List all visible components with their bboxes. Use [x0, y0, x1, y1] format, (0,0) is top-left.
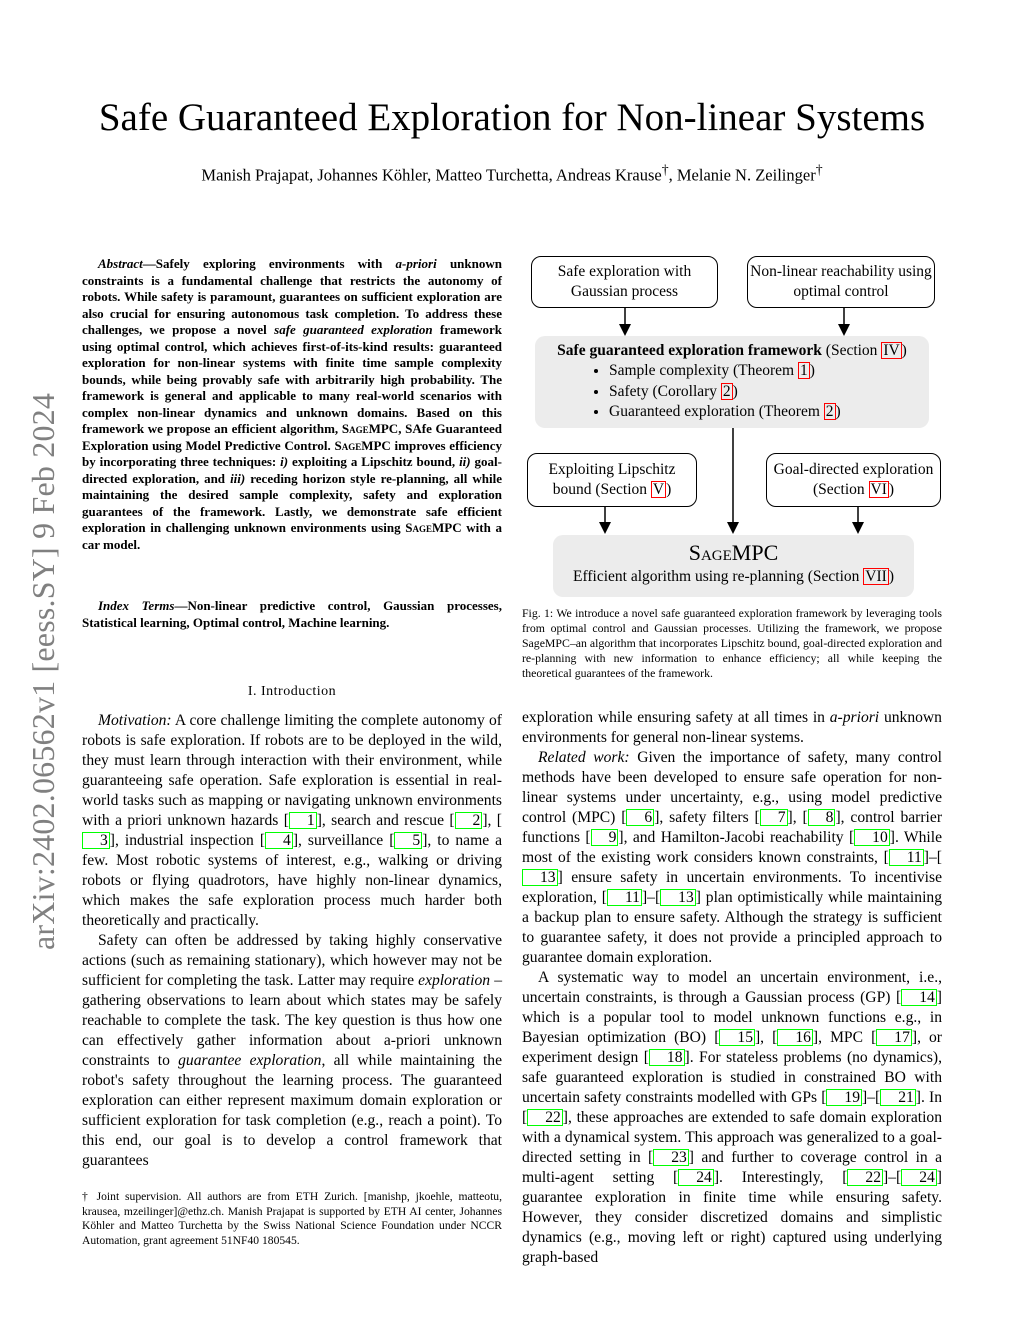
body-text: which is a popular tool to model unknown functions e.g., in Bayesian optimization (BO) [522, 1009, 942, 1046]
citation-link[interactable]: 11 [889, 849, 924, 866]
body-text: . In [921, 1089, 942, 1106]
sagempc-box: SageMPC Efficient algorithm using re-planning (Section VII ) [553, 535, 914, 597]
body-text: , and Hamilton-Jacobi reachability [623, 829, 849, 846]
body-text: . For stateless problems (no dynamics), safe guaranteed exploration is studied in constrained BO with uncertain safety constraints modelled with GPs [522, 1049, 942, 1106]
citation-link[interactable]: 13 [522, 869, 558, 886]
range-dash: – [647, 889, 655, 906]
index-terms [82, 598, 502, 631]
body-text: , industrial inspection [115, 832, 260, 849]
figure-caption: Fig. 1: We introduce a novel safe guaranteed exploration framework by leveraging tools from optimal control and Gaussian processes. Utilizing the framework, we propose SageMPC–an algorithm that incorporates Lipschitz bound, goal-directed exploration and re-planning with new information to enhance efficiency; all while keeping the theoretical guarantees of the framework. [522, 606, 942, 680]
paragraph-label: Motivation: [98, 712, 172, 729]
emphasis-text: a-priori [829, 709, 880, 726]
bullet-item: • Safety (Corollary 2 ) [609, 382, 929, 403]
body-text: Given the importance of safety, many control methods have been developed to ensure safe operation for non-linear systems under uncertainty, e.g., using model predictive control (MPC) [522, 749, 943, 826]
citation-link[interactable]: 8 [808, 809, 836, 826]
citation-link[interactable]: 1 [289, 812, 317, 829]
abstract-text: with a car model. [82, 520, 502, 552]
abstract [82, 256, 502, 553]
box-label: Non-linear reachability using optimal control [750, 263, 932, 300]
body-text: ensure safety in uncertain environments. To incentivise exploration, [522, 869, 942, 906]
body-text: , [487, 812, 497, 829]
index-terms-label: Index Terms [98, 598, 175, 613]
body-text: . While most of the existing work considers known constraints, [522, 829, 943, 866]
bullet-text: Sample complexity (Theorem [609, 362, 798, 379]
theorem-link[interactable]: 2 [825, 403, 834, 420]
abstract-text: —Safely exploring environments with [142, 256, 396, 271]
enum-marker: ii) [459, 454, 471, 469]
body-text: Safety can often be addressed by taking highly conservative actions (such as remaining stationary), which however may not be sufficient for completing the task. Latter may require [82, 932, 502, 989]
authors-part2: , Melanie N. Zeilinger [668, 165, 816, 185]
abstract-text: , SAfe Guaranteed Exploration using Model Predictive Control. [82, 421, 502, 453]
framework-box: Safe guaranteed exploration framework (Section IV ) • Sample complexity (Theorem 1 ) • Safety (Corollary 2 ) • Guaranteed exploration (Theorem 2 ) [535, 336, 929, 428]
citation-link[interactable]: 7 [760, 809, 788, 826]
paper-title: Safe Guaranteed Exploration for Non-linear Systems [98, 96, 926, 139]
citation-link[interactable]: 9 [591, 829, 619, 846]
body-text: plan optimistically while maintaining a backup plan to ensure safety. Although the strategy is sufficient to guarantee safety, it does not provide a principled approach to guarantee domain exploration. [522, 889, 942, 966]
body-text: and further to coverage control in a multi-agent setting [522, 1149, 942, 1186]
citation-link[interactable]: 13 [660, 889, 696, 906]
index-terms-text: —Non-linear predictive control, Gaussian processes, Statistical learning, Optimal control, Machine learning. [82, 598, 502, 630]
body-text: exploration while ensuring safety at all times in [522, 709, 830, 726]
enum-marker: i) [280, 454, 289, 469]
emphasis-text: exploration [418, 972, 491, 989]
box-label: Safe exploration with Gaussian process [557, 263, 692, 300]
right-column-body: exploration while ensuring safety at all times in a-priori unknown environments for general non-linear systems. Related work: Given the importance of safety, many control methods have been developed to ensure safe operation for non-linear systems under uncertainty, e.g., using model predictive control (MPC) [ 6 ], safety filters [ 7 ], [ 8 ], control barrier functions [ 9 ], and Hamilton-Jacobi reachability [ 10 ]. While most of the existing work considers known constraints, [ 11 ]–[13 ] ensure safety in uncertain environments. To incentivise exploration, [ 11 ]–[ 13 ] plan optimistically while maintaining a backup plan to ensure safety. Although the strategy is sufficient to guarantee safety, it does not provide a principled approach to guarantee domain exploration. A systematic way to model an uncertain environment, i.e., uncertain constraints, is through a Gaussian process (GP) [ 14 ] which is a popular tool to model unknown functions e.g., in Bayesian optimization (BO) [ 15 ], [ 16 ], MPC [ 17 ], or experiment design [ 18 ]. For stateless problems (no dynamics), safe guaranteed exploration is studied in constrained BO with uncertain safety constraints modelled with GPs [ 19 ]–[ 21 ]. In [ 22 ], these approaches are extended to safe domain exploration with a dynamical system. This approach was generalized to a goal-directed setting in [ 23 ] and further to coverage control in a multi-agent setting [ 24 ]. Interestingly, [ 22 ]–[ 24 ] guarantee exploration in finite time while ensuring safety. However, they consider discretized domains and simplistic dynamics (e.g., moving left or right) captured using underlying graph-based [522, 709, 943, 1266]
body-text: , these approaches are extended to safe domain exploration with a dynamical system. This approach was generalized to a goal-directed setting in [522, 1109, 942, 1166]
citation-link[interactable]: 24 [901, 1169, 937, 1186]
body-text: – gathering observations to learn about which states may be safely reachable to complete the task. The key question is thus how one can effectively gather information about a-priori unknown constraints to [82, 972, 502, 1069]
introduction-body: Motivation: A core challenge limiting the complete autonomy of robots is safe exploration. If robots are to be deployed in the wild, they must learn through interaction with their environment, while guaranteeing safe operation. Safe exploration is essential in real-world tasks such as mapping or navigating unknown environments with a priori unknown hazards [ 1 ], search and rescue [ 2 ], [3 ], industrial inspection [ 4 ], surveillance [ 5 ], to name a few. Most robotic systems of interest, e.g., walking or driving robots or flying quadrotors, have highly non-linear dynamics, which makes the safe exploration process much harder both theoretically and practically. Safety can often be addressed by taking highly conservative actions (such as remaining stationary), which however may not be sufficient for completing the task. Latter may require exploration – gathering observations to learn about which states may be safely reachable to complete the task. The key question is thus how one can effectively gather information about a-priori unknown constraints to guarantee exploration, all while maintaining the robot's safety throughout the learning process. The guaranteed exploration can either represent maximum domain exploration or sufficient exploration for task completion (e.g., reach a point). To this end, our goal is to develop a control framework that guarantees [82, 712, 503, 1169]
algorithm-name: SageMPC [405, 520, 462, 535]
body-text: unknown environments for general non-linear systems. [522, 709, 942, 746]
range-dash: – [929, 849, 937, 866]
body-text: A systematic way to model an uncertain environment, i.e., uncertain constraints, is through a Gaussian process (GP) [522, 969, 942, 1006]
citation-link[interactable]: 5 [394, 832, 422, 849]
abstract-text: exploiting a Lipschitz bound, [288, 454, 460, 469]
citation-link[interactable]: 21 [880, 1089, 916, 1106]
paragraph-label: Related work: [538, 749, 630, 766]
body-text: , safety filters [659, 809, 755, 826]
abstract-text: receding horizon style re-planning, all while maintaining the desired sample complexity, safety and exploration guarantees of the framework. Lastly, we demonstrate safe efficient exploration in challenging unknown environments using [82, 470, 502, 535]
lipschitz-box: Exploiting Lipschitz bound (Section V ) [527, 453, 697, 507]
sagempc-subtitle: Efficient algorithm using re-planning (Section [573, 568, 864, 585]
bullet-item: • Guaranteed exploration (Theorem 2 ) [609, 402, 929, 423]
emphasis-text: guarantee exploration [178, 1052, 322, 1069]
abstract-italic: a-priori [395, 256, 437, 271]
citation-link[interactable]: 19 [826, 1089, 862, 1106]
sagempc-title: SageMPC [688, 540, 779, 565]
section-link[interactable]: V [652, 481, 665, 498]
citation-link[interactable]: 11 [607, 889, 642, 906]
body-text: , surveillance [298, 832, 390, 849]
enum-marker: iii) [230, 470, 246, 486]
bullet-text: Safety (Corollary [609, 382, 721, 400]
theorem-link[interactable]: 1 [799, 362, 808, 379]
citation-link[interactable]: 2 [455, 812, 483, 829]
citation-link[interactable]: 3 [82, 832, 110, 849]
framework-bullets [535, 361, 929, 423]
abstract-label: Abstract [98, 256, 143, 271]
abstract-italic: safe guaranteed exploration [274, 322, 433, 337]
bullet-item: • Sample complexity (Theorem 1 ) [609, 361, 929, 382]
body-text: , or experiment design [522, 1029, 942, 1066]
body-text: A core challenge limiting the complete autonomy of robots is safe exploration. If robots are to be deployed in the wild, they must learn through interaction with their environment, while guaranteeing safe operation. Safe exploration is essential in real-world tasks such as mapping or navigating unknown environments with a priori unknown hazards [82, 712, 502, 829]
citation-link[interactable]: 22 [527, 1109, 563, 1126]
range-dash: – [888, 1169, 896, 1186]
arxiv-identifier: arXiv:2402.06562v1 [eess.SY] 9 Feb 2024 [25, 392, 61, 950]
section-link[interactable]: VI [870, 481, 887, 498]
algorithm-name: SageMPC [341, 421, 399, 436]
citation-link[interactable]: 23 [653, 1149, 689, 1166]
citation-link[interactable]: 24 [678, 1169, 714, 1186]
section-link[interactable]: IV [883, 342, 900, 359]
range-dash: – [867, 1089, 875, 1106]
goal-directed-box: Goal-directed exploration (Section VI ) [766, 453, 941, 507]
citation-link[interactable]: 4 [265, 832, 293, 849]
abstract-text: goal-directed exploration, and [82, 454, 502, 486]
section-link[interactable]: VII [865, 568, 887, 585]
body-text: , MPC [818, 1029, 872, 1046]
corollary-link[interactable]: 2 [722, 382, 731, 400]
citation-link[interactable]: 10 [854, 829, 890, 846]
body-text: . Interestingly, [719, 1169, 843, 1186]
abstract-text: improves efficiency by incorporating three techniques: [82, 437, 502, 469]
author-list: Manish Prajapat, Johannes Köhler, Matteo Turchetta, Andreas Krause†, Melanie N. Zeilinger† [201, 162, 823, 185]
citation-link[interactable]: 17 [876, 1029, 912, 1046]
citation-link[interactable]: 18 [649, 1049, 685, 1066]
authors-part1: Manish Prajapat, Johannes Köhler, Matteo Turchetta, Andreas Krause [201, 165, 662, 185]
body-text: , control barrier functions [522, 809, 943, 846]
citation-link[interactable]: 15 [719, 1029, 755, 1046]
footnote: † Joint supervision. All authors are from ETH Zurich. [manishp, jkoehle, matteotu, krausea, mzeilinger]@ethz.ch. Manish Prajapat is supported by ETH AI center, Johannes Köhler and Matteo Turchetta by the Swiss National Science Foundation under NCCR Automation, grant agreement 51NF40 180545. [82, 1190, 502, 1247]
framework-section: (Section [821, 342, 882, 359]
citation-link[interactable]: 6 [626, 809, 654, 826]
citation-link[interactable]: 16 [777, 1029, 813, 1046]
section-heading: I. Introduction [247, 684, 337, 699]
framework-title: Safe guaranteed exploration framework [557, 342, 822, 359]
citation-link[interactable]: 14 [901, 989, 937, 1006]
citation-link[interactable]: 22 [847, 1169, 883, 1186]
body-text: , search and rescue [321, 812, 450, 829]
body-text: guarantee exploration in finite time while ensuring safety. However, they consider discretized domains and simplistic dynamics (e.g., moving left or right) captured using underlying graph-based [522, 1189, 942, 1266]
abstract-text: framework using optimal control, which achieves first-of-its-kind results: guaranteed exploration for non-linear systems with finite time sample complexity bounds, while being provably safe with arbitrarily high probability. The framework is general and applicable to many real-world scenarios with complex non-linear dynamics and unknown domains. Based on this framework we propose an efficient algorithm, [82, 322, 502, 436]
box-label: Goal-directed exploration (Section [773, 461, 934, 498]
bullet-text: Guaranteed exploration (Theorem [609, 403, 824, 420]
algorithm-name: SageMPC [334, 437, 391, 453]
body-text: , all while maintaining the robot's safety throughout the learning process. The guaranteed exploration can either represent maximum domain exploration or sufficient exploration for task completion (e.g., reach a point). To this end, our goal is to develop a control framework that guarantees [82, 1052, 502, 1169]
abstract-text: unknown constraints is a fundamental challenge that restricts the autonomy of robots. While safety is paramount, guarantees on sufficient exploration are also crucial for ensuring autonomous task completion. To address these challenges, we propose a novel [82, 256, 502, 337]
body-text: , to name a few. Most robotic systems of interest, e.g., walking or driving robots or flying quadrotors, have highly non-linear dynamics, which makes the safe exploration process much harder both theoretically and practically. [82, 832, 503, 929]
box-label: Exploiting Lipschitz bound (Section [548, 461, 676, 498]
